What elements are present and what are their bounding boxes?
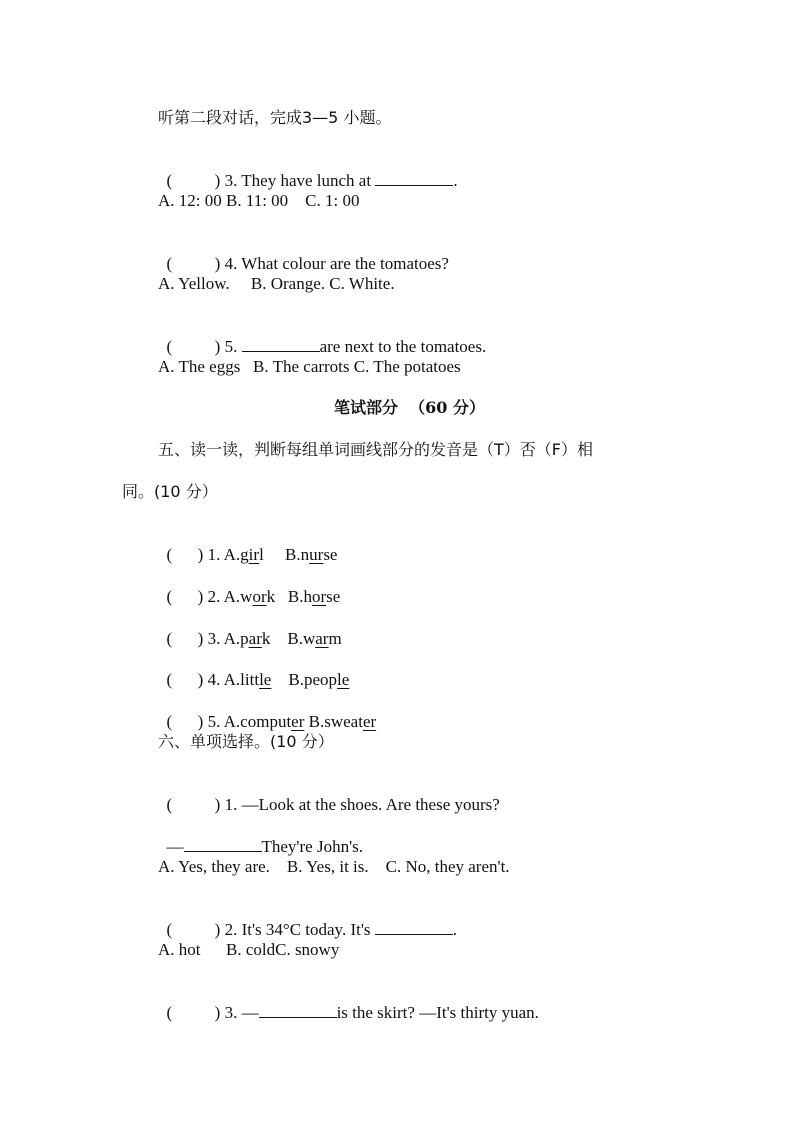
answer-text: They're John's. bbox=[261, 837, 363, 856]
section6-instruction: 六、单项选择。(10 分） bbox=[158, 732, 334, 751]
choice-question-3 bbox=[158, 980, 539, 1024]
word-a-part: g bbox=[240, 545, 249, 564]
written-section-title: 笔试部分 （60 分） bbox=[334, 398, 485, 417]
word-a-part: comput bbox=[240, 712, 292, 731]
question-4 bbox=[158, 231, 449, 275]
section5-instruction: 五、读一读，判断每组单词画线部分的发音是（T）否（F）相 bbox=[158, 440, 593, 459]
question-end: . bbox=[453, 171, 458, 190]
option-b-label: B. bbox=[263, 545, 301, 564]
answer-paren: ( ) bbox=[166, 795, 221, 814]
word-a-underlined: le bbox=[259, 670, 272, 689]
answer-blank[interactable] bbox=[259, 1003, 337, 1018]
answer-paren: ( ) bbox=[166, 337, 221, 356]
item-number: ( ) 2. A. bbox=[166, 587, 241, 606]
word-b-part: h bbox=[303, 587, 312, 606]
word-b-part: m bbox=[328, 629, 342, 648]
section5-instruction-cont: 同。(10 分） bbox=[122, 482, 218, 501]
word-b-underlined: ar bbox=[315, 629, 329, 648]
question-end: are next to the tomatoes. bbox=[319, 337, 487, 356]
word-b-underlined: or bbox=[311, 587, 327, 606]
option-b-label: B. bbox=[271, 670, 304, 689]
phonics-item bbox=[158, 522, 337, 566]
question-4-options: A. Yellow. B. Orange. C. White. bbox=[158, 274, 395, 293]
item-number: ( ) 4. A. bbox=[166, 670, 241, 689]
option-b-label: B. bbox=[275, 587, 304, 606]
question-text: 3. They have lunch at bbox=[220, 171, 376, 190]
word-b-part: w bbox=[302, 629, 316, 648]
question-end: is the skirt? —It's thirty yuan. bbox=[336, 1003, 539, 1022]
word-a-part: p bbox=[240, 629, 249, 648]
word-b-part: n bbox=[300, 545, 310, 564]
listening-intro: 听第二段对话，完成3—5 小题。 bbox=[158, 108, 392, 127]
phonics-item bbox=[158, 689, 376, 733]
answer-blank[interactable] bbox=[375, 920, 453, 935]
phonics-item bbox=[158, 647, 349, 691]
answer-paren: ( ) bbox=[166, 1003, 221, 1022]
choice-question-2-options: A. hot B. coldC. snowy bbox=[158, 940, 340, 959]
word-b-part: se bbox=[326, 587, 341, 606]
answer-paren: ( ) bbox=[166, 920, 221, 939]
item-number: ( ) 5. A. bbox=[166, 712, 241, 731]
word-b-part: peop bbox=[303, 670, 337, 689]
item-number: ( ) 3. A. bbox=[166, 629, 241, 648]
question-3-options: A. 12: 00 B. 11: 00 C. 1: 00 bbox=[158, 191, 360, 210]
answer-blank[interactable] bbox=[242, 337, 320, 352]
question-text: 3. — bbox=[220, 1003, 259, 1022]
choice-question-1 bbox=[158, 772, 500, 816]
question-text: 5. bbox=[220, 337, 242, 356]
word-a-part: litt bbox=[240, 670, 260, 689]
word-b-part: sweat bbox=[324, 712, 363, 731]
word-a-underlined: ar bbox=[248, 629, 262, 648]
question-text: 1. —Look at the shoes. Are these yours? bbox=[220, 795, 500, 814]
word-b-underlined: ur bbox=[309, 545, 324, 564]
word-b-underlined: er bbox=[362, 712, 377, 731]
question-5 bbox=[158, 314, 486, 358]
word-b-underlined: le bbox=[337, 670, 350, 689]
word-a-part: l bbox=[259, 545, 264, 564]
choice-question-1-answer bbox=[158, 814, 363, 858]
question-3 bbox=[158, 148, 458, 192]
question-end: . bbox=[452, 920, 458, 939]
question-5-options: A. The eggs B. The carrots C. The potatoes bbox=[158, 357, 461, 376]
phonics-item bbox=[158, 606, 342, 650]
answer-blank[interactable] bbox=[375, 171, 453, 186]
question-text: 4. What colour are the tomatoes? bbox=[220, 254, 449, 273]
answer-blank[interactable] bbox=[184, 837, 262, 852]
option-b-label: B. bbox=[304, 712, 325, 731]
word-a-part: w bbox=[240, 587, 253, 606]
answer-paren: ( ) bbox=[166, 171, 221, 190]
option-b-label: B. bbox=[270, 629, 303, 648]
word-a-underlined: ir bbox=[248, 545, 260, 564]
word-a-part: k bbox=[266, 587, 276, 606]
question-text: 2. It's 34°C today. It's bbox=[220, 920, 375, 939]
dash: — bbox=[166, 837, 184, 856]
answer-paren: ( ) bbox=[166, 254, 221, 273]
word-a-part: k bbox=[261, 629, 271, 648]
word-a-underlined: er bbox=[291, 712, 305, 731]
word-a-underlined: or bbox=[252, 587, 267, 606]
choice-question-2 bbox=[158, 897, 457, 941]
choice-question-1-options: A. Yes, they are. B. Yes, it is. C. No, they aren't. bbox=[158, 857, 510, 876]
phonics-item bbox=[158, 564, 340, 608]
item-number: ( ) 1. A. bbox=[166, 545, 241, 564]
word-b-part: se bbox=[323, 545, 338, 564]
